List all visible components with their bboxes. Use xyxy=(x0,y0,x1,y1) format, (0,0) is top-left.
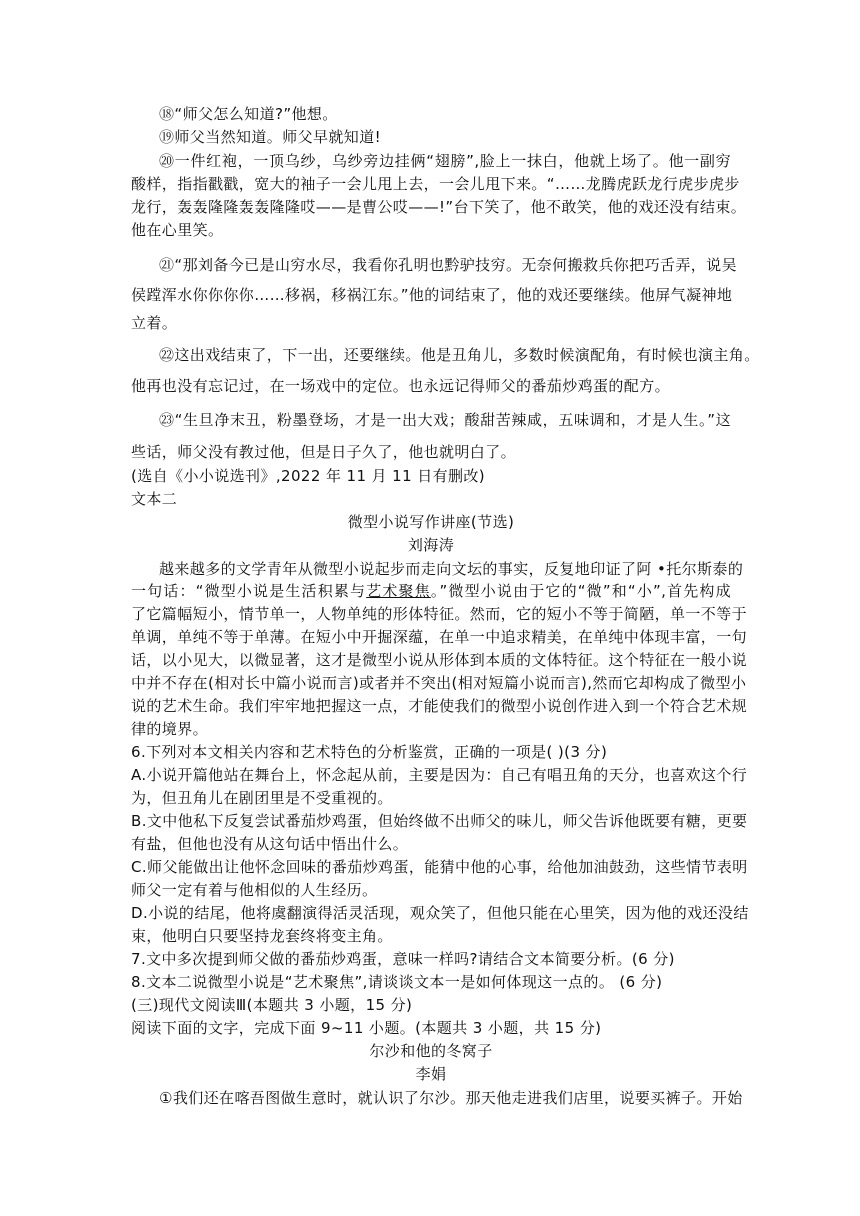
paragraph-23-line: 些话，师父没有教过他，但是日子久了，他也就明白了。 xyxy=(131,443,517,461)
section-instruction: 阅读下面的文字，完成下面 9~11 小题。(本题共 3 小题，共 15 分) xyxy=(131,1019,602,1037)
paragraph-21-line: 立着。 xyxy=(131,314,178,332)
section-heading: (三)现代文阅读Ⅲ(本题共 3 小题，15 分) xyxy=(131,996,413,1014)
article-author: 刘海涛 xyxy=(407,536,455,554)
option-d-line: D.小说的结尾，他将虞翻演得活灵活现，观众笑了，但他只能在心里笑，因为他的戏还没结 xyxy=(131,904,749,922)
question-8: 8.文本二说微型小说是“艺术聚焦”,请谈谈文本一是如何体现这一点的。 (6 分) xyxy=(131,973,663,991)
question-7: 7.文中多次提到师父做的番茄炒鸡蛋，意味一样吗?请结合文本简要分析。(6 分) xyxy=(131,950,675,968)
story-paragraph-1: ①我们还在喀吾图做生意时，就认识了尔沙。那天他走进我们店里，说要买裤子。开始 xyxy=(159,1089,743,1107)
paragraph-21-line: ㉑“那刘备今已是山穷水尽，我看你孔明也黔驴技穷。无奈何搬救兵你把巧舌弄，说吴 xyxy=(159,256,737,274)
paragraph-22-line: ㉒这出戏结束了，下一出，还要继续。他是丑角儿，多数时候演配角，有时候也演主角。 xyxy=(159,346,760,364)
paragraph-20-line: 龙行，轰轰隆隆轰轰隆隆哎——是曹公哎——!”台下笑了，他不敢笑，他的戏还没有结束。 xyxy=(131,198,747,216)
article-line: 了它篇幅短小，情节单一，人物单纯的形体特征。然而，它的短小不等于简陋，单一不等于 xyxy=(131,605,748,623)
option-b-line: B.文中他私下反复尝试番茄炒鸡蛋，但始终做不出师父的味儿，师父告诉他既要有糖，更要 xyxy=(131,812,748,830)
paragraph-22-line: 他再也没有忘记过，在一场戏中的定位。也永远记得师父的番茄炒鸡蛋的配方。 xyxy=(131,377,671,395)
story-author: 李娟 xyxy=(415,1065,447,1083)
article-title: 微型小说写作讲座(节选) xyxy=(347,513,515,531)
paragraph-20-line: 酸样，指指戳戳，宽大的袖子一会儿甩上去，一会儿甩下来。“……龙腾虎跃龙行虎步虎步 xyxy=(131,175,740,193)
option-a-line: 为，但丑角儿在剧团里是不受重视的。 xyxy=(131,789,393,807)
article-line: 单调，单纯不等于单薄。在短小中开掘深蕴，在单一中追求精美，在单纯中体现丰富，一句 xyxy=(131,628,748,646)
article-line: 一句话：“微型小说是生活积累与艺术聚焦。”微型小说由于它的“微”和“小”,首先构成 xyxy=(131,582,731,600)
article-line: 说的艺术生命。我们牢牢地把握这一点，才能使我们的微型小说创作进入到一个符合艺术规 xyxy=(131,697,748,715)
paragraph-20-line: ⑳一件红袍，一顶乌纱，乌纱旁边挂俩“翅膀”,脸上一抹白，他就上场了。他一副穷 xyxy=(159,152,731,170)
article-line: 中并不存在(相对长中篇小说而言)或者并不突出(相对短篇小说而言),然而它却构成了微型小 xyxy=(131,674,747,692)
text-two-label: 文本二 xyxy=(131,490,178,508)
option-a-line: A.小说开篇他站在舞台上，怀念起从前，主要是因为：自己有唱丑角的天分，也喜欢这个行 xyxy=(131,766,748,784)
story-title: 尔沙和他的冬窝子 xyxy=(369,1042,493,1060)
article-line: 越来越多的文学青年从微型小说起步而走向文坛的事实，反复地印证了阿 •托尔斯泰的 xyxy=(159,560,744,578)
source-note: (选自《小小说选刊》,2022 年 11 月 11 日有删改) xyxy=(131,467,486,485)
article-line: 律的境界。 xyxy=(131,720,209,738)
article-line: 话，以小见大，以微显著，这才是微型小说从形体到本质的文体特征。这个特征在一般小说 xyxy=(131,651,748,669)
option-b-line: 有盐，但他也没有从这句话中悟出什么。 xyxy=(131,835,409,853)
option-d-line: 束，他明白只要坚持龙套终将变主角。 xyxy=(131,927,393,945)
paragraph-19: ⑲师父当然知道。师父早就知道! xyxy=(159,128,382,146)
paragraph-18: ⑱“师父怎么知道?”他想。 xyxy=(159,105,338,123)
paragraph-20-line: 他在心里笑。 xyxy=(131,221,224,239)
option-c-line: 师父一定有着与他相似的人生经历。 xyxy=(131,881,378,899)
underlined-phrase: 艺术聚焦 xyxy=(366,582,431,600)
option-c-line: C.师父能做出让他怀念回味的番茄炒鸡蛋，能猜中他的心事，给他加油鼓劲，这些情节表明 xyxy=(131,858,748,876)
paragraph-21-line: 侯蹚浑水你你你你……移祸，移祸江东。”他的词结束了，他的戏还要继续。他屏气凝神地 xyxy=(131,286,733,304)
paragraph-23-line: ㉓“生旦净末丑，粉墨登场，才是一出大戏；酸甜苦辣咸，五味调和，才是人生。”这 xyxy=(159,411,731,429)
question-6: 6.下列对本文相关内容和艺术特色的分析鉴赏，正确的一项是( )(3 分) xyxy=(131,743,608,761)
